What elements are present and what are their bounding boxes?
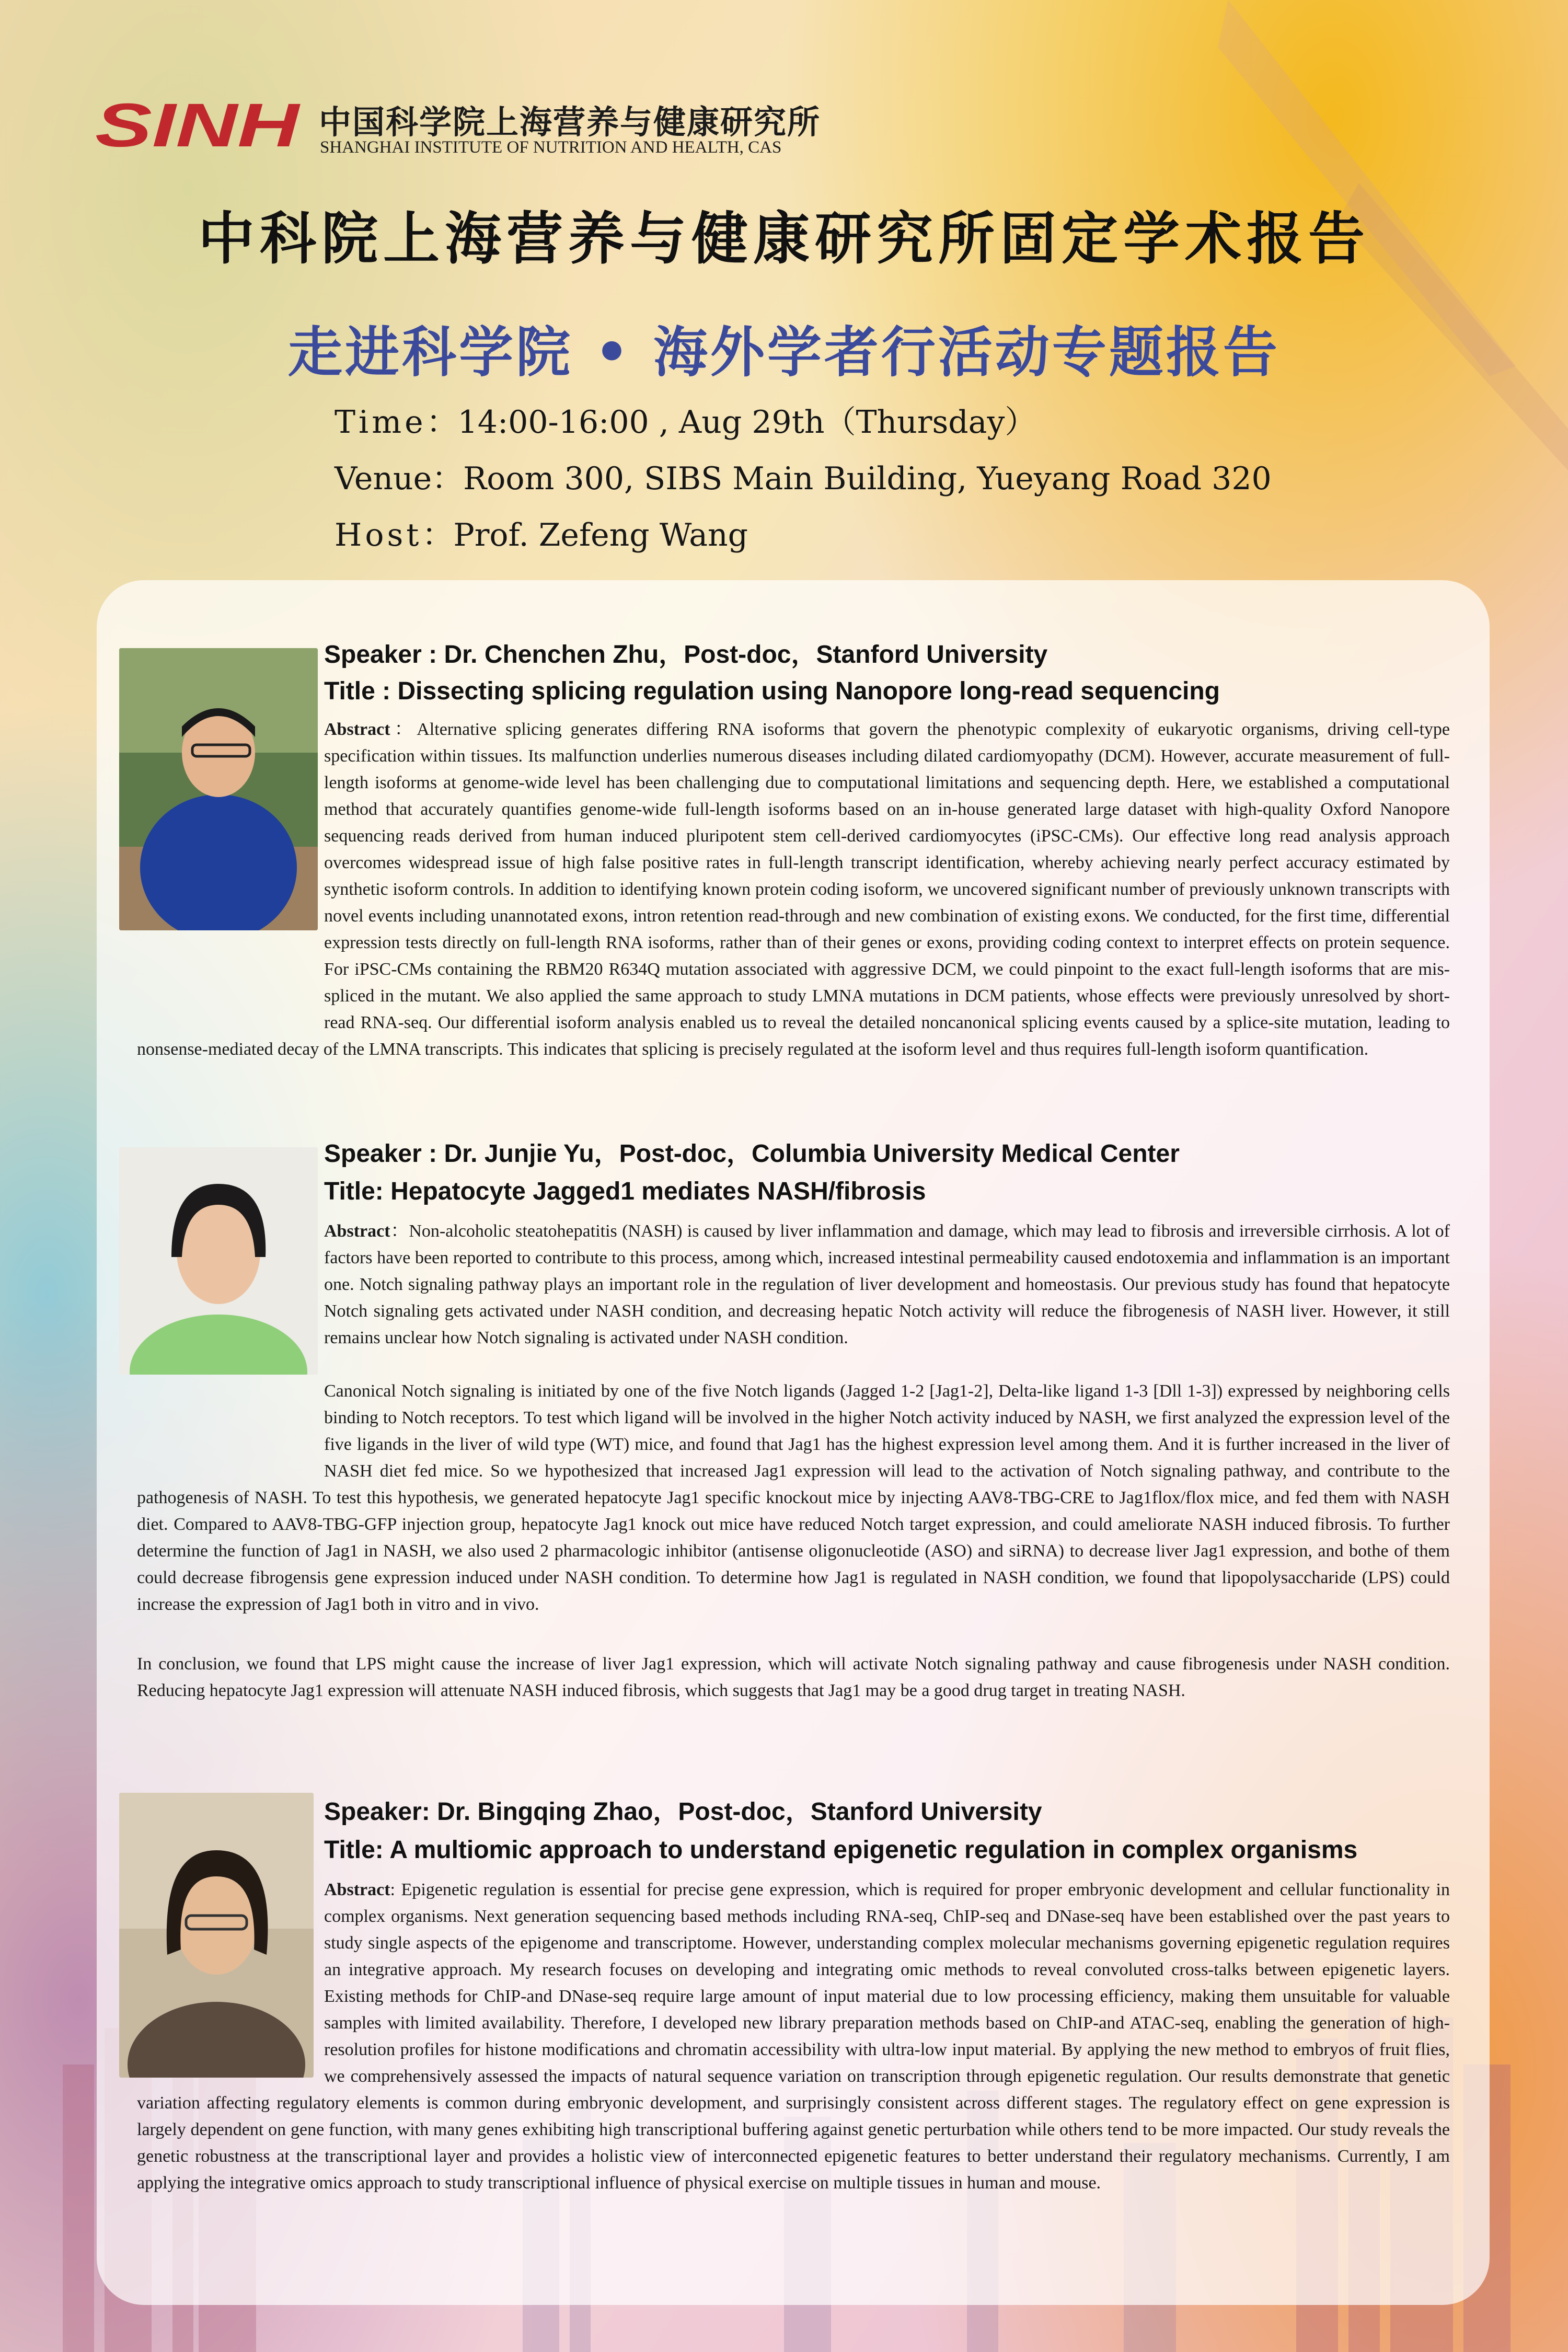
sinh-logo-mark [94, 94, 303, 157]
institute-name-cn: 中国科学院上海营养与健康研究所 [319, 103, 821, 141]
info-host [335, 510, 748, 555]
talk-2-conclusion: In conclusion, we found that LPS might cause the increase of liver Jag1 expression, which will activate Notch signaling pathway and cause fibrogenesis under NASH condition. Reducing hepatocyte Jag1 expression will attenuate NASH induced fibrosis, which suggests that Jag1 may be a good drug target in treating NASH. [137, 1654, 1450, 1700]
sub-title: 走进科学院 • 海外学者行活动专题报告 [288, 320, 1280, 384]
institute-logo [94, 94, 857, 162]
abstract-3-label: Abstract [324, 1880, 390, 1899]
speaker-3-line: Speaker: Dr. Bingqing Zhao，Post-doc，Stanford University [324, 1798, 1042, 1826]
photo-2-spacer [137, 1218, 324, 1466]
institute-name-en: SHANGHAI INSTITUTE OF NUTRITION AND HEALTH, CAS [320, 138, 782, 157]
time-label: Time [335, 404, 426, 441]
abstract-2-paragraph-2: Canonical Notch signaling is initiated by one of the five Notch ligands (Jagged 1-2 [Jag1-2], Delta-like ligand 1-3 [Dll 1-3]) expressed by neighboring cells binding to Notch receptors. To test which ligand will be involved in the higher Notch activity induced by NASH, we first analyzed the expression level of the five ligands in the liver of wild type (WT) mice, and found that Jag1 has the highest expression level among them. And it is further increased in the liver of NASH diet fed mice. So we hypothesized that increased Jag1 expression will lead to the activation of Notch signaling pathway, and contribute to the pathogenesis of NASH. To test this hypothesis, we generated hepatocyte Jag1 specific knockout mice by injecting AAV8-TBG-CRE to Jag1flox/flox mice, and fed them with NASH diet. Compared to AAV8-TBG-GFP injection group, hepatocyte Jag1 knock out mice have reduced Notch target expression, and could ameliorate NASH induced fibrosis. To further determine the function of Jag1 in NASH, we also used 2 pharmacologic inhibitor (antisense oligonucleotide (ASO) and siRNA) to decrease liver Jag1 expression, and bothe of them could decrease fibrogensis gene expression induced under NASH condition. To determine how Jag1 is regulated in NASH condition, we found that lipopolysaccharide (LPS) could increase the expression of Jag1 both in vitro and in vivo. [137, 1381, 1450, 1614]
speaker-2-line: Speaker : Dr. Junjie Yu，Post-doc，Columbia University Medical Center [324, 1140, 1180, 1168]
abstract-1-text: ：Alternative splicing generates differing RNA isoforms that govern the phenotypic complexity of eukaryotic organisms, driving cell-type specification within tissues. Its malfunction underlies numerous diseases including dilated cardiomyopathy (DCM). However, accurate measurement of full-length isoforms at genome-wide level has been challenging due to computational limitations and sequencing depth. Here, we established a computational method that accurately quantifies genome-wide full-length isoforms based on an in-house generated large dataset with high-quality Oxford Nanopore sequencing reads derived from human induced pluripotent stem cell-derived cardiomyocytes (iPSC-CMs). Our effective long read analysis approach overcomes widespread issue of high false positive rates in full-length transcript identification, whereby achieving nearly perfect accuracy estimated by synthetic isoform controls. In addition to identifying known protein coding isoform, we uncovered significant number of previously unknown transcripts with novel events including unannotated exons, intron retention read-through and new combination of existing exons. We conducted, for the first time, differential expression tests directly on full-length RNA isoforms, rather than of their genes or exons, providing coding context to interpret effects on protein sequence. For iPSC-CMs containing the RBM20 R634Q mutation associated with aggressive DCM, we could pinpoint to the exact full-length isoforms that are mis-spliced in the mutant. We also applied the same approach to study LMNA mutations in DCM patients, whose effects were previously unresolved by short-read RNA-seq. Our differential isoform analysis enabled us to reveal the detailed noncanonical splicing events caused by a splice-site mutation, leading to nonsense-mediated decay of the LMNA transcripts. This indicates that splicing is precisely regulated at the isoform level and thus requires full-length isoform quantification. [137, 720, 1450, 1059]
talk-3-abstract [137, 1876, 1450, 2196]
abstract-3-text: : Epigenetic regulation is essential for precise gene expression, which is required for proper embryonic development and cellular functionality in complex organisms. Next generation sequencing based methods including RNA-seq, ChIP-seq and DNase-seq have been established over the past years to study single aspects of the epigenome and transcriptome. However, understanding complex molecular mechanisms governing epigenetic regulation requires an integrative approach. My research focuses on developing and integrating omic methods to reveal convoluted cross-talks between epigenetic layers. Existing methods for ChIP-and DNase-seq require large amount of input material due to low processing efficiency, making them unsuitable for valuable samples with limited availability. Therefore, I developed new library preparation methods based on ChIP-and ATAC-seq, enabling the generation of high-resolution profiles for histone modifications and chromatin accessibility with ultra-low input material. By applying the new method to embryos of fruit flies, we comprehensively assessed the impacts of natural sequence variation on transcription through epigenetic regulation. Our results demonstrate that genetic variation affecting regulatory elements is common during embryonic development, and surprisingly consistent across different stages. The regulatory effect on gene expression is largely dependent on gene function, with many genes exhibiting high transcriptional buffering against genetic perturbation while others tend to be more impacted. Our study reveals the genetic robustness at the transcriptional layer and provides a holistic view of interconnected epigenetic features to better understand their regulatory mechanisms. Currently, I am applying the integrative omics approach to study transcriptional influence of physical exercise on multiple tissues in human and mouse. [137, 1880, 1450, 2193]
venue-label: Venue [335, 460, 432, 497]
talk-2-abstract [137, 1218, 1450, 1618]
time-value: ：14:00-16:00 , Aug 29th（Thursday） [426, 404, 1036, 441]
photo-3-spacer [137, 1876, 324, 2085]
abstract-2-text: ：Non-alcoholic steatohepatitis (NASH) is caused by liver inflammation and damage, which may lead to fibrosis and irreversible cirrhosis. A lot of factors have been reported to contribute to this process, among which, increased intestinal permeability caused endotoxemia and inflammation is an important one. Notch signaling pathway plays an important role in the regulation of liver development and homeostasis. Our previous study has found that hepatocyte Notch signaling gets activated under NASH condition, and decreasing hepatic Notch activity will reduce the fibrogenesis of NASH liver. However, it still remains unclear how Notch signaling is activated under NASH condition. [324, 1221, 1450, 1347]
talk-1-title: Title : Dissecting splicing regulation using Nanopore long-read sequencing [324, 677, 1220, 705]
photo-1-spacer [137, 716, 324, 1019]
talk-3-title: Title: A multiomic approach to understand epigenetic regulation in complex organisms [324, 1836, 1358, 1864]
main-title: 中科院上海营养与健康研究所固定学术报告 [198, 206, 1370, 272]
talk-2-title: Title: Hepatocyte Jagged1 mediates NASH/fibrosis [324, 1178, 926, 1205]
sinh-logo-text: SINH [95, 94, 301, 157]
venue-value: ：Room 300, SIBS Main Building, Yueyang Road 320 [432, 460, 1272, 497]
talk-1-abstract [137, 716, 1450, 1063]
speaker-1-line: Speaker : Dr. Chenchen Zhu，Post-doc，Stanford University [324, 641, 1048, 668]
info-venue [335, 454, 1272, 499]
abstract-2-label: Abstract [324, 1221, 390, 1241]
abstract-1-label: Abstract [324, 720, 390, 739]
info-time [335, 397, 1036, 442]
host-label: Host [335, 517, 422, 554]
host-value: ：Prof. Zefeng Wang [422, 517, 748, 554]
